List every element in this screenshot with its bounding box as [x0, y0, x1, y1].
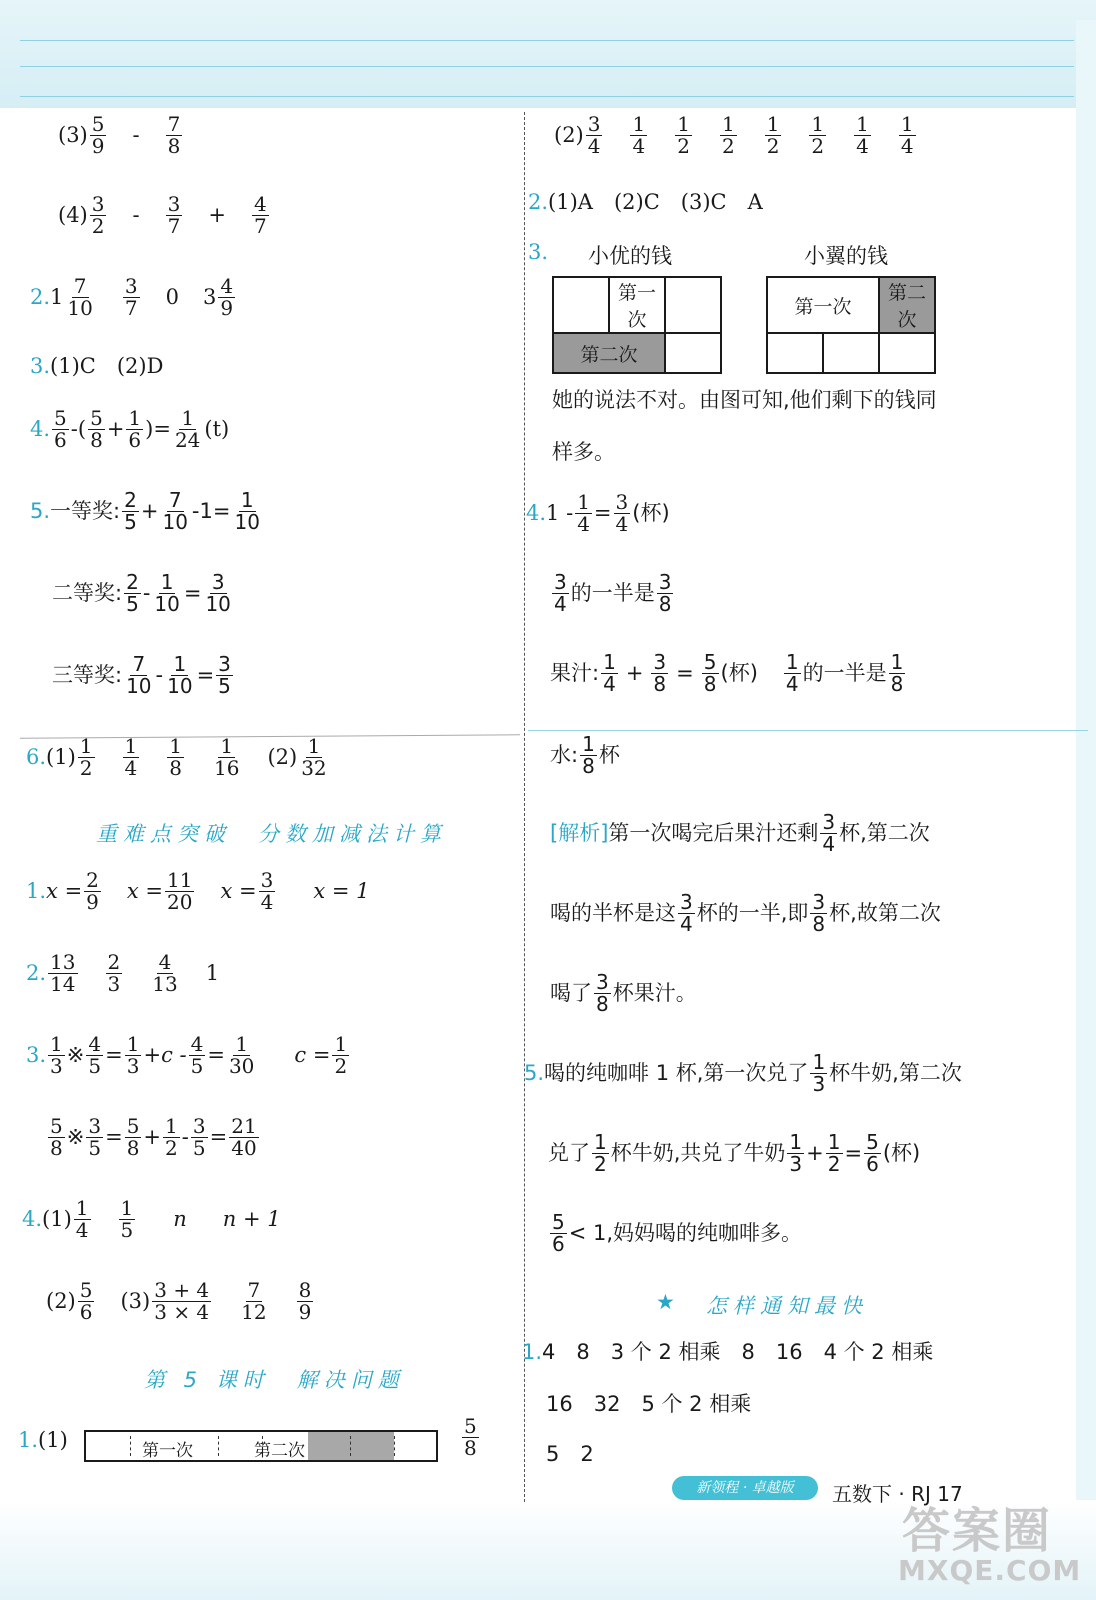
sub-label: (2): [267, 745, 298, 769]
operator: -: [142, 581, 151, 605]
fraction: $\frac{2}{3}$: [107, 950, 121, 996]
page-footer: 五数下 · RJ 17: [832, 1482, 963, 1506]
fraction: $\frac{1}{24}$: [174, 406, 201, 452]
question-number: 2.: [26, 961, 47, 985]
segment-tick: [394, 1436, 395, 1456]
fraction: $\frac{1}{2}$: [827, 1130, 841, 1176]
text: 水:: [550, 743, 579, 767]
sub-label: (1): [42, 1207, 72, 1231]
explanation-text: 她的说法不对。由图可知,他们剩下的钱同: [552, 388, 937, 412]
answer-text: 16 32 5 个 2 相乘: [546, 1392, 752, 1416]
fraction: $\frac{7}{10}$: [126, 652, 152, 698]
answer-5-row1: [30, 490, 264, 533]
equation-lead: x =: [46, 879, 83, 903]
fraction: $\frac{1}{4}$: [900, 112, 914, 158]
fraction: $\frac{1}{4}$: [577, 490, 590, 536]
fraction: $\frac{11}{20}$: [167, 868, 193, 914]
fraction: $\frac{1}{2}$: [721, 112, 735, 158]
shaded-cell: 第二次: [553, 333, 665, 373]
fraction: $\frac{1}{10}$: [167, 652, 193, 698]
fraction: $\frac{7}{10}$: [67, 274, 93, 320]
fraction: $\frac{1}{10}$: [154, 570, 180, 616]
answer-4: [30, 408, 229, 451]
question-number: 3.: [30, 354, 51, 378]
unit: 杯: [598, 743, 620, 767]
fraction: $\frac{5}{8}$: [126, 1114, 140, 1160]
fraction: $\frac{3}{5}$: [88, 1114, 102, 1160]
answer-text: 4 8 3 个 2 相乘 8 16 4 个 2 相乘: [542, 1340, 934, 1364]
right-answer-4-row3: [550, 652, 907, 695]
segment-tick: [350, 1436, 351, 1456]
fold-line: [528, 730, 1088, 731]
fraction: $\frac{1}{2}$: [594, 1130, 607, 1176]
fraction: $\frac{3}{4}$: [587, 112, 601, 158]
explanation-text: 样多。: [552, 440, 615, 464]
fraction: $\frac{5}{6}$: [866, 1130, 879, 1176]
unit: (杯): [720, 661, 758, 685]
header-line: [20, 96, 1074, 97]
answer-text: 5 2: [546, 1442, 594, 1466]
star-icon: ★: [656, 1290, 675, 1314]
page-header-band: [0, 0, 1096, 108]
lesson5-answer-1-label: [18, 1430, 68, 1451]
xiaoyou-money-grid: [552, 276, 722, 374]
fraction: $\frac{3}{8}$: [653, 650, 667, 696]
text: 杯的一半,即: [696, 901, 809, 925]
value: n + 1: [222, 1207, 281, 1231]
series-badge: 新领程 · 卓越版: [672, 1476, 818, 1500]
column-divider: [524, 112, 525, 1502]
question-number: 4.: [22, 1207, 43, 1231]
section-heading: 第 5 课时 解决问题: [144, 1368, 405, 1392]
fraction: $\frac{21}{40}$: [231, 1114, 257, 1160]
sub-label: (1): [46, 745, 76, 769]
operator: +: [143, 1125, 162, 1149]
operator: =: [105, 1043, 123, 1067]
shaded-segment: [308, 1432, 394, 1460]
operator: -(: [70, 417, 87, 441]
prize-label: 一等奖:: [50, 499, 121, 523]
fraction: $\frac{1}{2}$: [165, 1114, 178, 1160]
fraction: $\frac{1}{2}$: [334, 1032, 348, 1078]
question-number: 2.: [528, 190, 549, 214]
fraction: $\frac{3}{4}$: [554, 570, 567, 616]
analysis-tag: [解析]: [550, 821, 609, 845]
right-answer-2-top: [554, 114, 918, 157]
header-line: [20, 66, 1074, 67]
section1-answer-1: [26, 870, 370, 913]
sub-label: (3): [120, 1289, 151, 1313]
fraction: $\frac{1}{8}$: [582, 732, 595, 778]
operator: -: [132, 123, 140, 147]
analysis-line3: [550, 972, 697, 1015]
text: 杯牛奶,共兑了牛奶: [610, 1141, 786, 1165]
unit: (杯): [882, 1141, 921, 1165]
operator: =: [676, 661, 694, 685]
fraction: $\frac{2}{5}$: [124, 488, 137, 534]
sub-label: (2): [554, 123, 584, 147]
fraction: $\frac{4}{5}$: [190, 1032, 204, 1078]
operator: -: [132, 203, 140, 227]
fraction: $\frac{1}{8}$: [890, 650, 904, 696]
fraction: $\frac{2}{5}$: [126, 570, 139, 616]
value: 0: [165, 285, 179, 309]
text: 杯果汁。: [612, 981, 697, 1005]
fraction: $\frac{7}{10}$: [162, 488, 188, 534]
fraction: $\frac{3}{5}$: [192, 1114, 206, 1160]
question-number: 1.: [18, 1428, 39, 1452]
grid-cell: 第一次: [609, 277, 665, 333]
fraction: $\frac{3}{5}$: [218, 652, 231, 698]
fraction: $\frac{5}{8}$: [50, 1114, 63, 1160]
fraction: $\frac{4}{13}$: [152, 950, 178, 996]
answer-6: [26, 736, 331, 779]
grid-cell: [665, 277, 721, 333]
text: 喝的纯咖啡 1 杯,第一次兑了: [544, 1061, 809, 1085]
prize-label: 三等奖:: [52, 663, 123, 687]
section1-answer-4-row2: [46, 1280, 315, 1323]
text: 喝了: [550, 981, 592, 1005]
shaded-cell: 第二次: [879, 277, 935, 333]
right-answer-5-line1: [524, 1052, 962, 1095]
section1-answer-2: [26, 952, 219, 995]
text: 第一次喝完后果汁还剩: [608, 821, 819, 845]
fraction: $\frac{1}{2}$: [811, 112, 825, 158]
right-answer-5-line3: [548, 1212, 802, 1255]
lesson5-answer-1-value: [460, 1416, 481, 1459]
question-number: 5.: [30, 499, 51, 523]
fraction: $\frac{3}{4}$: [260, 868, 274, 914]
right-margin-band: [1076, 20, 1096, 1580]
question-number: 3.: [26, 1043, 47, 1067]
text: 兑了: [548, 1141, 590, 1165]
text: 的一半是: [570, 581, 655, 605]
question-number: 1.: [26, 879, 47, 903]
watermark-text: MXQE.COM: [898, 1554, 1082, 1587]
right-answer-4-row1: [526, 492, 670, 535]
sub-label: (3): [58, 123, 88, 147]
fraction: $\frac{3}{10}$: [205, 570, 231, 616]
operator: =: [593, 501, 612, 525]
sub-label: (4): [58, 203, 88, 227]
fraction: $\frac{5}{6}$: [552, 1210, 565, 1256]
answer-text: (1)C (2)D: [50, 354, 164, 378]
fraction: $\frac{3}{8}$: [658, 570, 672, 616]
fraction: $\frac{1}{8}$: [169, 734, 182, 780]
analysis-line2: [550, 892, 941, 935]
fraction: $\frac{1}{4}$: [785, 650, 799, 696]
whole-number: 1: [50, 285, 64, 309]
fraction: $\frac{3 + 4}{3 \times 4}$: [154, 1278, 210, 1324]
fraction: $\frac{1}{10}$: [234, 488, 260, 534]
right-answer-2: [528, 192, 763, 213]
segment-tick: [218, 1436, 219, 1456]
sub-label: (2): [46, 1289, 76, 1313]
grid-cell: [665, 333, 721, 373]
question-number: 5.: [524, 1061, 545, 1085]
operator: +: [625, 661, 644, 685]
operator: +: [106, 417, 125, 441]
right-answer-4-row4: [550, 734, 620, 777]
fraction: $\frac{3}{4}$: [680, 890, 693, 936]
answer-5-row3: [52, 654, 235, 697]
equation-lead: x =: [220, 879, 257, 903]
fraction: $\frac{1}{4}$: [603, 650, 616, 696]
fraction: $\frac{1}{4}$: [856, 112, 869, 158]
diagram-title: 小优的钱: [588, 244, 672, 268]
value: n: [173, 1207, 187, 1231]
fraction: $\frac{8}{9}$: [298, 1278, 312, 1324]
operator: +: [208, 203, 226, 227]
grid-cell: [767, 333, 823, 373]
fraction: $\frac{4}{9}$: [220, 274, 234, 320]
fraction: $\frac{13}{14}$: [50, 950, 76, 996]
segment-bar-diagram: [84, 1430, 438, 1462]
fraction: $\frac{7}{8}$: [167, 112, 181, 158]
text: 的一半是: [802, 661, 887, 685]
fraction: $\frac{3}{8}$: [596, 970, 609, 1016]
operator: -: [181, 1125, 189, 1149]
whole-number: 3: [202, 285, 217, 309]
fraction: $\frac{4}{7}$: [253, 192, 267, 238]
section-heading: 怎样通知最快: [706, 1294, 868, 1318]
fraction: $\frac{1}{3}$: [126, 1032, 140, 1078]
sub-label: (1): [38, 1428, 68, 1452]
answer-text: (1)A (2)C (3)C A: [548, 190, 763, 214]
fraction: $\frac{7}{12}$: [241, 1278, 267, 1324]
section-heading: 重难点突破 分数加减法计算: [96, 822, 447, 846]
right-answer-4-row2: [550, 572, 675, 615]
question-number: 3.: [528, 240, 549, 264]
xiaoyi-money-grid: [766, 276, 936, 374]
segment-tick: [130, 1436, 131, 1456]
notify-answer-1-line1: [522, 1342, 933, 1363]
fraction: $\frac{5}{9}$: [91, 112, 105, 158]
fraction: $\frac{1}{4}$: [75, 1196, 89, 1242]
segment-label: 第一次: [142, 1441, 193, 1461]
operator: ※: [66, 1125, 85, 1149]
fraction: $\frac{1}{30}$: [228, 1032, 255, 1078]
fraction: $\frac{1}{2}$: [766, 112, 780, 158]
fraction: $\frac{1}{3}$: [789, 1130, 803, 1176]
fraction: $\frac{1}{16}$: [214, 734, 240, 780]
equation: x = 1: [313, 879, 370, 903]
fraction: $\frac{2}{9}$: [86, 868, 99, 914]
fraction: $\frac{1}{4}$: [124, 734, 138, 780]
answer-3-3: [58, 114, 184, 157]
answer-3: [30, 356, 163, 377]
fraction: $\frac{5}{8}$: [90, 406, 103, 452]
section1-answer-3-row2: [46, 1116, 261, 1159]
value: 1: [205, 961, 220, 985]
grid-cell: [823, 333, 879, 373]
question-number: 4.: [30, 417, 51, 441]
fraction: $\frac{3}{4}$: [615, 490, 629, 536]
fraction: $\frac{1}{3}$: [812, 1050, 826, 1096]
fraction: $\frac{5}{8}$: [464, 1414, 477, 1460]
operator: )=: [145, 417, 171, 441]
answer-5-row2: [52, 572, 235, 615]
answer-3-4: [58, 194, 271, 237]
fraction: $\frac{5}{6}$: [79, 1278, 93, 1324]
fraction: $\frac{1}{2}$: [79, 734, 93, 780]
fraction: $\frac{3}{8}$: [812, 890, 826, 936]
operator: -: [155, 663, 164, 687]
watermark-logo: [892, 1492, 1092, 1600]
segment-label: 第二次: [254, 1441, 305, 1461]
text: 喝的半杯是这: [550, 901, 676, 925]
operator: -1=: [191, 499, 231, 523]
diagram-title: 小翼的钱: [804, 244, 888, 268]
fraction: $\frac{3}{7}$: [167, 192, 181, 238]
operator: =: [183, 581, 202, 605]
text: < 1,妈妈喝的纯咖啡多。: [568, 1221, 803, 1245]
operator: =: [844, 1141, 863, 1165]
grid-cell: [879, 333, 935, 373]
operator: +: [140, 499, 159, 523]
operator: =: [105, 1125, 123, 1149]
fraction: $\frac{1}{6}$: [128, 406, 142, 452]
fraction: $\frac{3}{2}$: [91, 192, 105, 238]
question-number: 1.: [522, 1340, 543, 1364]
unit: (杯): [632, 501, 670, 525]
header-line: [20, 40, 1074, 41]
fraction: $\frac{3}{4}$: [822, 810, 836, 856]
fraction: $\frac{5}{6}$: [54, 406, 67, 452]
operator: =: [207, 1043, 225, 1067]
fraction: $\frac{1}{4}$: [632, 112, 646, 158]
operator: =: [196, 663, 215, 687]
section1-answer-4-row1: [22, 1198, 281, 1241]
fraction: $\frac{3}{7}$: [124, 274, 138, 320]
fraction: $\frac{4}{5}$: [88, 1032, 102, 1078]
text: 果汁:: [550, 661, 600, 685]
grid-cell: [553, 277, 609, 333]
operator: ※: [66, 1043, 85, 1067]
right-answer-5-line2: [548, 1132, 920, 1175]
equation-lead: x =: [126, 879, 164, 903]
fraction: $\frac{1}{32}$: [301, 734, 327, 780]
question-number: 6.: [26, 745, 47, 769]
text: 杯,第二次: [839, 821, 930, 845]
answer-2: [30, 276, 237, 319]
analysis-line1: [550, 812, 930, 855]
operator: =: [209, 1125, 228, 1149]
fraction: $\frac{1}{3}$: [50, 1032, 63, 1078]
equation-lead: 1 -: [546, 501, 574, 525]
text: 杯,故第二次: [829, 901, 941, 925]
watermark-text: 答案圈: [902, 1503, 1053, 1559]
question-number: 2.: [30, 285, 51, 309]
prize-label: 二等奖:: [52, 581, 123, 605]
equation-lead: c =: [294, 1043, 331, 1067]
grid-cell: 第一次: [767, 277, 879, 333]
fraction: $\frac{1}{5}$: [120, 1196, 134, 1242]
text: 杯牛奶,第二次: [829, 1061, 962, 1085]
fraction: $\frac{5}{8}$: [703, 650, 717, 696]
section1-answer-3-row1: [26, 1034, 351, 1077]
question-number: 4.: [526, 501, 547, 525]
fraction: $\frac{1}{2}$: [677, 112, 690, 158]
operator: +c -: [143, 1043, 187, 1067]
unit: (t): [204, 417, 230, 441]
operator: +: [806, 1141, 824, 1165]
